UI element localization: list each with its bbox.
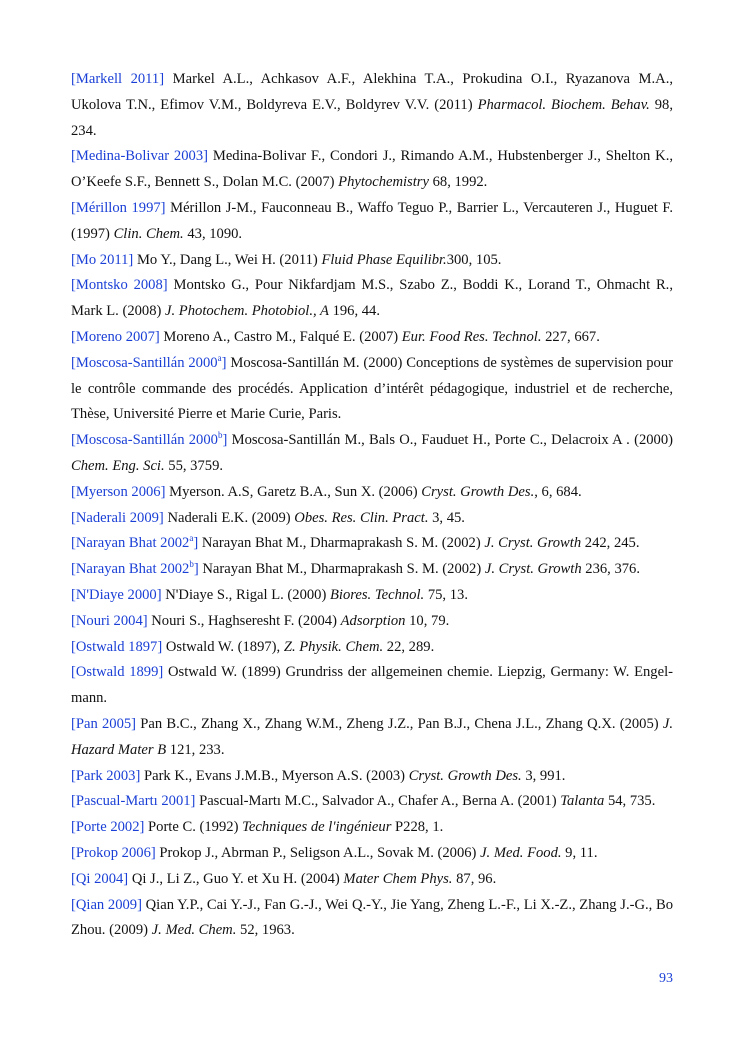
reference-text: 196, 44. <box>328 303 380 320</box>
journal-title: Obes. Res. Clin. Pract. <box>294 509 429 526</box>
reference-entry <box>71 196 673 248</box>
journal-title: J. Med. Chem. <box>151 922 237 939</box>
citation-key: [Montsko 2008] <box>71 277 168 294</box>
reference-text: Moscosa-Santillán M., Bals O., Fauduet H., Porte C., Delacroix A . (2000) <box>231 432 673 449</box>
reference-text: Moreno A., Castro M., Falqué E. (2007) <box>163 328 402 345</box>
reference-text: Nouri S., Haghseresht F. (2004) <box>151 612 341 629</box>
journal-title: J. Cryst. Growth <box>484 535 582 552</box>
reference-entry <box>71 893 673 945</box>
journal-title: Phytochemistry <box>338 174 429 191</box>
reference-entry <box>71 660 673 712</box>
citation-key: [Markell 2011] <box>71 71 165 87</box>
reference-text: Porte C. (1992) <box>148 819 243 836</box>
journal-title: Biores. Technol. <box>330 586 425 603</box>
reference-text: 3, 45. <box>428 509 465 526</box>
reference-text: 55, 3759. <box>164 457 224 474</box>
reference-entry <box>71 867 673 893</box>
reference-text: Pascual-Martı M.C., Salvador A., Chafer A., Berna A. (2001) <box>199 793 561 810</box>
journal-title: Chem. Eng. Sci. <box>71 457 165 474</box>
reference-entry <box>71 506 673 532</box>
journal-title: Eur. Food Res. Technol. <box>401 328 542 345</box>
reference-text: 10, 79. <box>405 612 450 629</box>
citation-key: [N'Diaye 2000] <box>71 586 162 603</box>
citation-key: [Moscosa-Santillán 2000$^b$] <box>71 430 228 449</box>
reference-text: Naderali E.K. (2009) <box>167 509 295 526</box>
citation-key: [Narayan Bhat 2002$^a$] <box>71 533 199 552</box>
reference-text: Pan B.C., Zhang X., Zhang W.M., Zheng J.Z., Pan B.J., Chena J.L., Zhang Q.X. (2005) <box>140 715 663 732</box>
reference-text: Mérillon J-M., Fauconneau B., Waffo Teguo P., Barrier L., Vercauteren J., Huguet F. (1997) <box>71 199 673 242</box>
journal-title: Pharmacol. Biochem. Behav. <box>477 96 650 113</box>
reference-text: 54, 735. <box>604 793 656 810</box>
reference-entry <box>71 815 673 841</box>
reference-entry <box>71 557 673 583</box>
reference-text: Ostwald W. (1899) Grundriss der allgemeinen chemie. Liepzig, Germany: W. Engel-mann. <box>71 664 673 707</box>
journal-title: J. Hazard Mater B <box>71 715 674 758</box>
reference-text: Park K., Evans J.M.B., Myerson A.S. (2003) <box>143 767 409 784</box>
reference-entry <box>71 428 673 480</box>
reference-text: Myerson. A.S, Garetz B.A., Sun X. (2006) <box>169 483 422 500</box>
reference-text: Ostwald W. (1897), <box>165 638 284 655</box>
citation-key: [Moscosa-Santillán 2000$^a$] <box>71 352 227 371</box>
reference-text: 87, 96. <box>452 870 497 887</box>
reference-list <box>71 67 673 944</box>
journal-title: Fluid Phase Equilibr. <box>321 251 447 268</box>
citation-key: [Mérillon 1997] <box>71 199 166 216</box>
citation-key: [Qi 2004] <box>71 870 129 887</box>
journal-title: Techniques de l'ingénieur <box>242 819 392 836</box>
reference-entry <box>71 248 673 274</box>
journal-title: J. Cryst. Growth <box>484 561 582 578</box>
reference-text: Prokop J., Abrman P., Seligson A.L., Sovak M. (2006) <box>159 844 481 861</box>
page-number: 93 <box>659 971 673 986</box>
reference-text: Narayan Bhat M., Dharmaprakash S. M. (2002) <box>202 561 485 578</box>
reference-text: 68, 1992. <box>428 174 488 191</box>
reference-text: 242, 245. <box>581 535 640 552</box>
citation-key: [Mo 2011] <box>71 251 134 268</box>
reference-text: N'Diaye S., Rigal L. (2000) <box>165 586 330 603</box>
journal-title: J. Photochem. Photobiol., A <box>165 303 329 320</box>
reference-text: 300, 105. <box>446 251 502 268</box>
reference-text: 236, 376. <box>581 561 640 578</box>
citation-key: [Porte 2002] <box>71 819 145 836</box>
journal-title: Mater Chem Phys. <box>343 870 453 887</box>
reference-text: Medina-Bolivar F., Condori J., Rimando A.M., Hubstenberger J., Shelton K., O’Keefe S.F., Bennett S., Dolan M.C. (2007) <box>71 148 673 191</box>
reference-text: 22, 289. <box>383 638 435 655</box>
reference-entry <box>71 480 673 506</box>
reference-text: 227, 667. <box>541 328 600 345</box>
citation-key: [Naderali 2009] <box>71 509 164 526</box>
reference-text: 52, 1963. <box>236 922 295 939</box>
reference-text: 121, 233. <box>166 741 225 758</box>
reference-entry <box>71 351 673 428</box>
citation-key: [Prokop 2006] <box>71 844 156 861</box>
citation-key: [Park 2003] <box>71 767 141 784</box>
journal-title: Clin. Chem. <box>113 225 184 242</box>
reference-text: 9, 11. <box>561 844 598 861</box>
reference-entry <box>71 635 673 661</box>
reference-entry <box>71 609 673 635</box>
reference-text: P228, 1. <box>391 819 444 836</box>
journal-title: Talanta <box>560 793 605 810</box>
reference-entry <box>71 583 673 609</box>
reference-entry <box>71 144 673 196</box>
reference-entry <box>71 273 673 325</box>
reference-text: Markel A.L., Achkasov A.F., Alekhina T.A., Prokudina O.I., Ryazanova M.A., Ukolova T.N., Efimov V.M., Boldyreva E.V., Boldyrev V.V. (2011) <box>71 71 673 113</box>
reference-text: Qi J., Li Z., Guo Y. et Xu H. (2004) <box>131 870 344 887</box>
reference-entry <box>71 789 673 815</box>
reference-text: 43, 1090. <box>183 225 243 242</box>
reference-text: Mo Y., Dang L., Wei H. (2011) <box>136 251 322 268</box>
reference-entry <box>71 712 673 764</box>
citation-key: [Nouri 2004] <box>71 612 148 629</box>
reference-entry <box>71 67 673 144</box>
reference-entry <box>71 764 673 790</box>
reference-text: , 6, 684. <box>534 483 582 500</box>
reference-text: Moscosa-Santillán M. (2000) Conceptions de systèmes de supervision pour le contrôle commande des procédés. Application d’intérêt pédagogique, industriel et de recherche, Thèse, Université Pierre et Marie Curie, Paris. <box>71 354 673 423</box>
citation-key: [Pascual-Martı 2001] <box>71 793 196 810</box>
journal-title: Adsorption <box>340 612 406 629</box>
citation-key: [Moreno 2007] <box>71 328 160 345</box>
journal-title: Z. Physik. Chem. <box>283 638 384 655</box>
reference-text: Narayan Bhat M., Dharmaprakash S. M. (2002) <box>201 535 485 552</box>
citation-key: [Myerson 2006] <box>71 483 166 500</box>
citation-key: [Ostwald 1897] <box>71 638 163 655</box>
citation-key: [Ostwald 1899] <box>71 664 164 681</box>
journal-title: Cryst. Growth Des. <box>421 483 535 500</box>
citation-key: [Pan 2005] <box>71 715 137 732</box>
reference-entry <box>71 325 673 351</box>
reference-text: 3, 991. <box>521 767 566 784</box>
reference-text: 98, 234. <box>71 96 674 139</box>
journal-title: J. Med. Food. <box>480 844 562 861</box>
citation-key: [Medina-Bolivar 2003] <box>71 148 208 165</box>
citation-key: [Qian 2009] <box>71 896 142 913</box>
reference-entry <box>71 841 673 867</box>
reference-text: Montsko G., Pour Nikfardjam M.S., Szabo Z., Boddi K., Lorand T., Ohmacht R., Mark L. (2008) <box>71 277 673 320</box>
reference-text: Qian Y.P., Cai Y.-J., Fan G.-J., Wei Q.-Y., Jie Yang, Zheng L.-F., Li X.-Z., Zhang J.-G., Bo Zhou. (2009) <box>71 896 673 939</box>
reference-text: 75, 13. <box>424 586 468 603</box>
journal-title: Cryst. Growth Des. <box>408 767 522 784</box>
citation-key: [Narayan Bhat 2002$^b$] <box>71 559 199 578</box>
reference-entry <box>71 531 673 557</box>
